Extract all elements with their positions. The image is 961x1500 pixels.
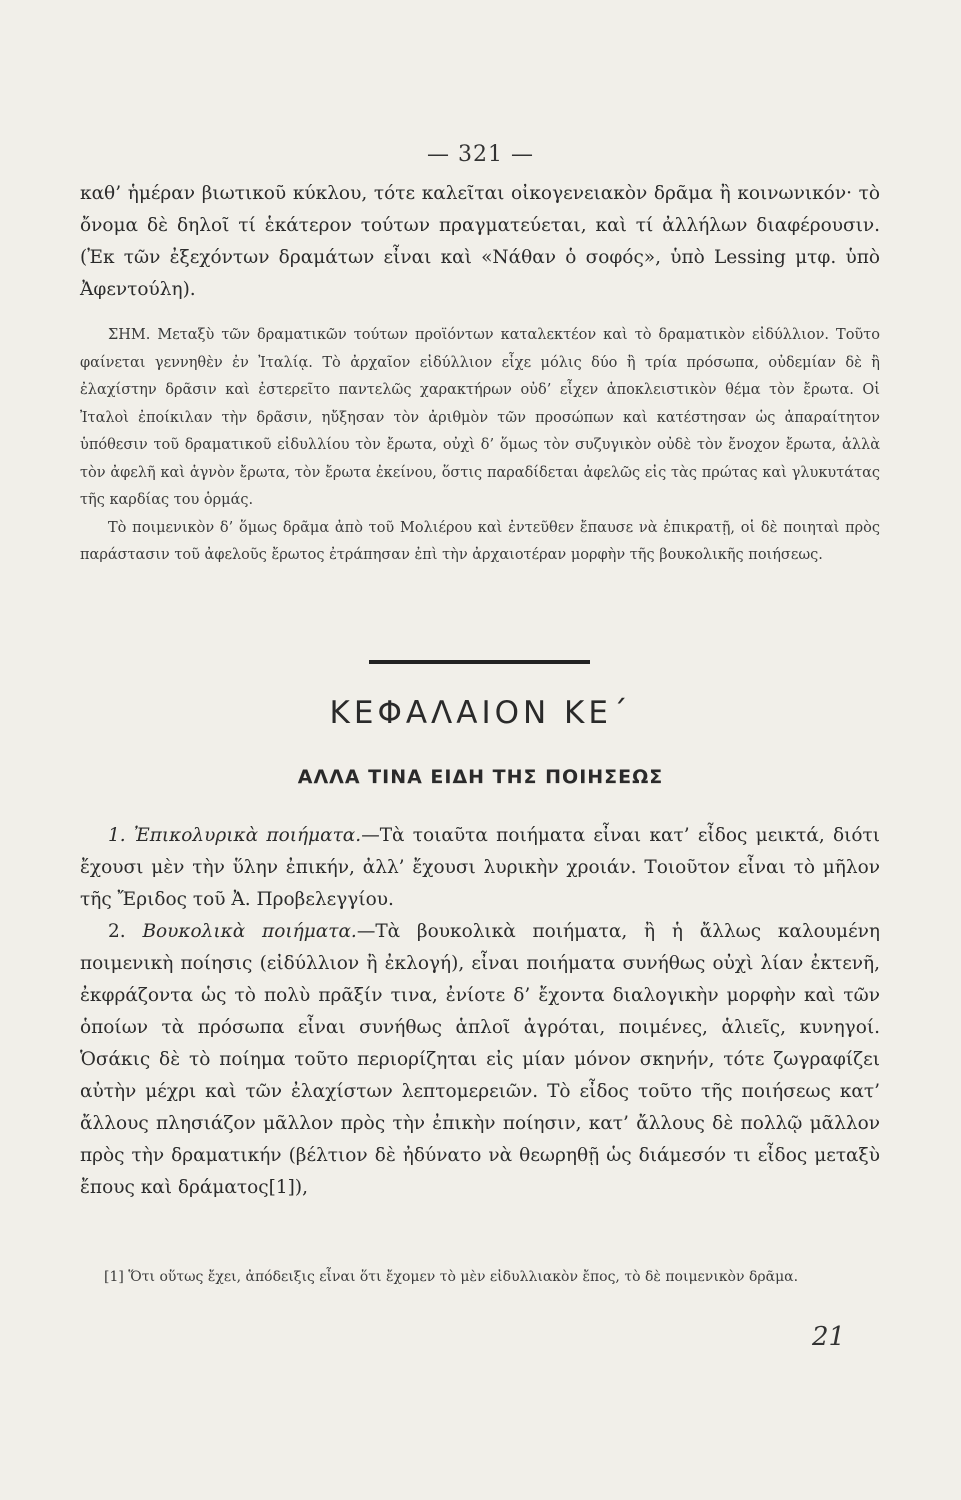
page-number: — 321 —	[427, 142, 534, 167]
note-paragraph-2: Τὸ ποιμενικὸν δ’ ὅμως δρᾶμα ἀπὸ τοῦ Μολιέρου καὶ ἐντεῦθεν ἔπαυσε νὰ ἐπικρατῇ, οἱ δὲ ποιηταὶ πρὸς παράστασιν τοῦ ἀφελοῦς ἔρωτος ἐτράπησαν ἐπὶ τὴν ἀρχαιοτέραν μορφὴν τῆς βουκολικῆς ποιήσεως.	[80, 519, 880, 563]
chapter-subtitle: ΑΛΛΑ ΤΙΝΑ ΕΙΔΗ ΤΗΣ ΠΟΙΗΣΕΩΣ	[297, 766, 664, 788]
section-1-text: —Τὰ τοιαῦτα ποιήματα εἶναι κατ’ εἶδος μεικτά, διότι ἔχουσι μὲν τὴν ὕλην ἐπικήν, ἀλλ’ ἔχουσι λυρικὴν χροιάν. Τοιοῦτον εἶναι τὸ μῆλον τῆς Ἔριδος τοῦ Ἀ. Προβελεγγίου.	[80, 825, 881, 910]
footnote: [1] Ὅτι οὕτως ἔχει, ἀπόδειξις εἶναι ὅτι ἔχομεν τὸ μὲν εἰδυλλιακὸν ἔπος, τὸ δὲ ποιμενικὸν δρᾶμα.	[104, 1269, 799, 1285]
note-paragraph: ΣΗΜ. Μεταξὺ τῶν δραματικῶν τούτων προϊόντων καταλεκτέον καὶ τὸ δραματικὸν εἰδύλλιον. Τοῦτο φαίνεται γεννηθὲν ἐν Ἰταλίᾳ. Τὸ ἀρχαῖον εἰδύλλιον εἶχε μόλις δύο ἢ τρία πρόσωπα, οὐδεμίαν δὲ ἢ ἐλαχίστην δρᾶσιν καὶ ἐστερεῖτο παντελῶς χαρακτήρων οὐδ’ εἶχεν ἀποκλειστικὸν θέμα τὸν ἔρωτα. Οἱ Ἰταλοὶ ἐποίκιλαν τὴν δρᾶσιν, ηὔξησαν τὸν ἀριθμὸν τῶν προσώπων καὶ κατέστησαν ὡς ἀπαραίτητον ὑπόθεσιν τοῦ δραματικοῦ εἰδυλλίου τὸν ἔρωτα, οὐχὶ δ’ ὅμως τὸν συζυγικὸν οὐδὲ τὸν ἔνοχον ἔρωτα, ἀλλὰ τὸν ἀφελῆ καὶ ἁγνὸν ἔρωτα, τὸν ἔρωτα ἐκείνου, ὅστις παραδίδεται ἀφελῶς εἰς τὰς πρώτας καὶ γλυκυτάτας τῆς καρδίας του ὁρμάς.	[80, 327, 880, 508]
section-2-text: —Τὰ βουκολικὰ ποιήματα, ἢ ἡ ἄλλως καλουμένη ποιμενικὴ ποίησις (εἰδύλλιον ἢ ἐκλογή), εἶναι ποιήματα συνήθως οὐχὶ λίαν ἐκτενῆ, ἐκφράζοντα ὡς τὸ πολὺ πρᾶξίν τινα, ἐνίοτε δ’ ἔχοντα διαλογικὴν μορφὴν καὶ τῶν ὁποίων τὰ πρόσωπα εἶναι συνήθως ἁπλοῖ ἀγρόται, ποιμένες, ἁλιεῖς, κυνηγοί. Ὁσάκις δὲ τὸ ποίημα τοῦτο περιορίζηται εἰς μίαν μόνον σκηνήν, τότε ζωγραφίζει αὐτὴν μέχρι καὶ τῶν ἐλαχίστων λεπτομερειῶν. Τὸ εἶδος τοῦτο τῆς ποιήσεως κατ’ ἄλλους πλησιάζον μᾶλλον πρὸς τὴν ἐπικὴν ποίησιν, κατ’ ἄλλους δὲ πολλῷ μᾶλλον πρὸς τὴν δραματικήν (βέλτιον δὲ ἠδύνατο νὰ θεωρηθῇ ὡς διάμεσόν τι εἶδος μεταξὺ ἔπους καὶ δράματος[1]),	[80, 921, 880, 1198]
section-2	[80, 916, 880, 1204]
section-2-title: Βουκολικὰ ποιήματα.	[142, 921, 357, 942]
section-1	[80, 820, 880, 916]
section-2-number: 2.	[108, 921, 126, 942]
note-block	[80, 322, 880, 570]
chapter-divider	[369, 660, 590, 664]
signature-mark: 21	[812, 1322, 846, 1352]
opening-paragraph	[80, 178, 880, 306]
section-1-title: Ἐπικολυρικὰ ποιήματα.	[133, 825, 362, 846]
opening-paragraph-text: καθ’ ἡμέραν βιωτικοῦ κύκλου, τότε καλεῖται οἰκογενειακὸν δρᾶμα ἢ κοινωνικόν· τὸ ὄνομα δὲ δηλοῖ τί ἑκάτερον τούτων πραγματεύεται, καὶ τί ἀλλήλων διαφέρουσιν. (Ἐκ τῶν ἐξεχόντων δραμάτων εἶναι καὶ «Νάθαν ὁ σοφός», ὑπὸ Lessing μτφ. ὑπὸ Ἀφεντούλη).	[80, 183, 880, 300]
section-1-number: 1.	[108, 825, 126, 846]
sections	[80, 820, 880, 1204]
chapter-title: ΚΕΦΑΛΑΙΟΝ ΚΕ΄	[329, 695, 632, 731]
